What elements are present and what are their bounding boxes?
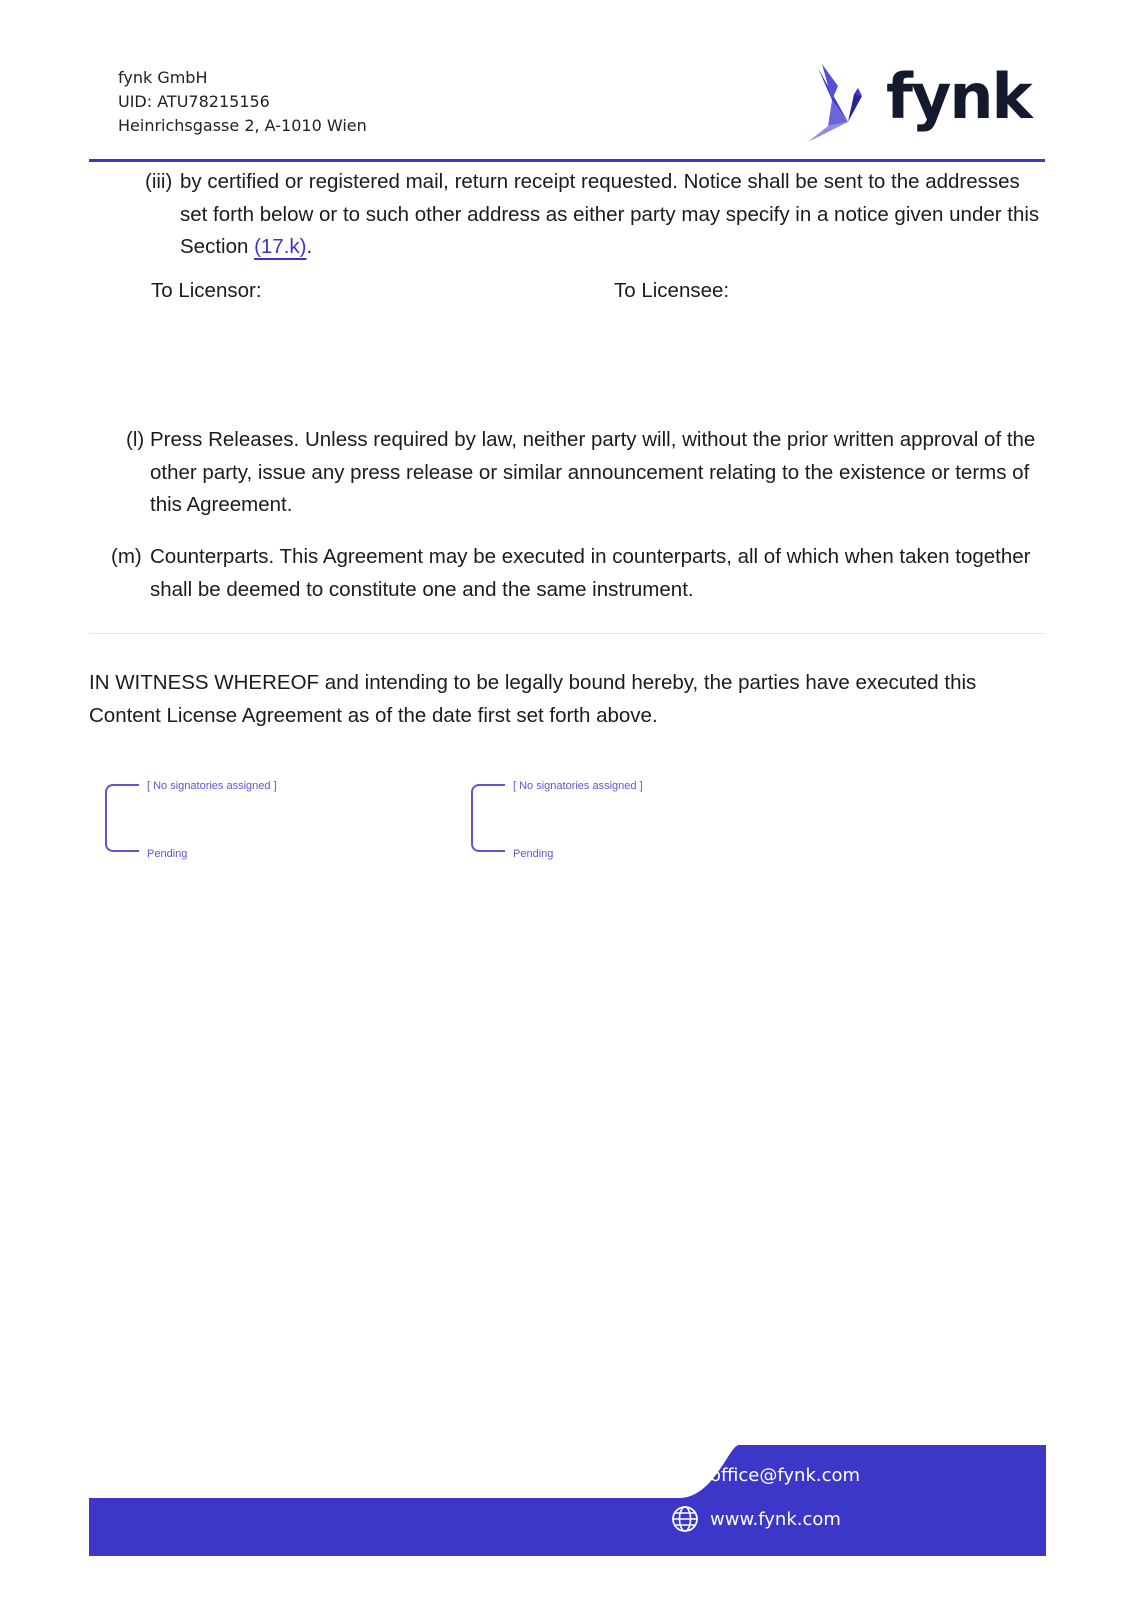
signature-bracket (471, 784, 505, 852)
clause-text: Press Releases. Unless required by law, neither party will, without the prior written approval of the other party, issue any press release or similar announcement relating to the existence or terms of this Agreement. (150, 428, 1036, 516)
logo-wordmark: fynk (886, 60, 1031, 133)
company-uid: UID: ATU78215156 (118, 92, 270, 111)
footer-email[interactable] (670, 1462, 860, 1488)
header-divider (89, 159, 1045, 162)
company-name: fynk GmbH (118, 68, 208, 87)
clause-text: Counterparts. This Agreement may be executed in counterparts, all of which when taken together shall be deemed to constitute one and the same instrument. (150, 545, 1031, 601)
to-licensee-label: To Licensee: (614, 279, 730, 302)
clause-text: by certified or registered mail, return receipt requested. Notice shall be sent to the addresses set forth below or to such other address as either party may specify in a notice given under this Section (180, 170, 1040, 258)
signature-status: Pending (147, 848, 188, 860)
signature-bracket (105, 784, 139, 852)
clause-m (111, 541, 1046, 606)
company-address: Heinrichsgasse 2, A-1010 Wien (118, 116, 367, 135)
clause-number: (l) (126, 428, 145, 451)
footer-banner (89, 1445, 1046, 1556)
to-licensor-label: To Licensor: (151, 279, 262, 302)
clause-text-end: . (306, 235, 313, 258)
signature-block-1[interactable] (105, 780, 365, 860)
signature-block-2[interactable] (471, 780, 731, 860)
clause-body (145, 166, 1045, 264)
signatory-label: [ No signatories assigned ] (513, 780, 643, 792)
section-divider (89, 633, 1045, 634)
signatory-label: [ No signatories assigned ] (147, 780, 277, 792)
website-text: www.fynk.com (710, 1508, 841, 1530)
clause-iii (145, 166, 1045, 264)
bird-logo-icon (808, 60, 886, 146)
witness-statement: IN WITNESS WHEREOF and intending to be legally bound hereby, the parties have executed this Content License Agreement as of the date first set forth above. (89, 671, 977, 727)
signature-status: Pending (513, 848, 554, 860)
section-reference-link[interactable]: (17.k) (254, 235, 307, 258)
clause-l (126, 424, 1046, 522)
clause-number: (iii) (145, 170, 173, 193)
email-text: office@fynk.com (710, 1464, 861, 1486)
fynk-logo (808, 60, 1031, 146)
footer-shape (89, 1445, 1046, 1556)
globe-icon (670, 1506, 700, 1532)
company-info (118, 66, 367, 138)
mail-icon (670, 1462, 700, 1488)
footer-website[interactable] (670, 1506, 841, 1532)
clause-number: (m) (111, 545, 142, 568)
